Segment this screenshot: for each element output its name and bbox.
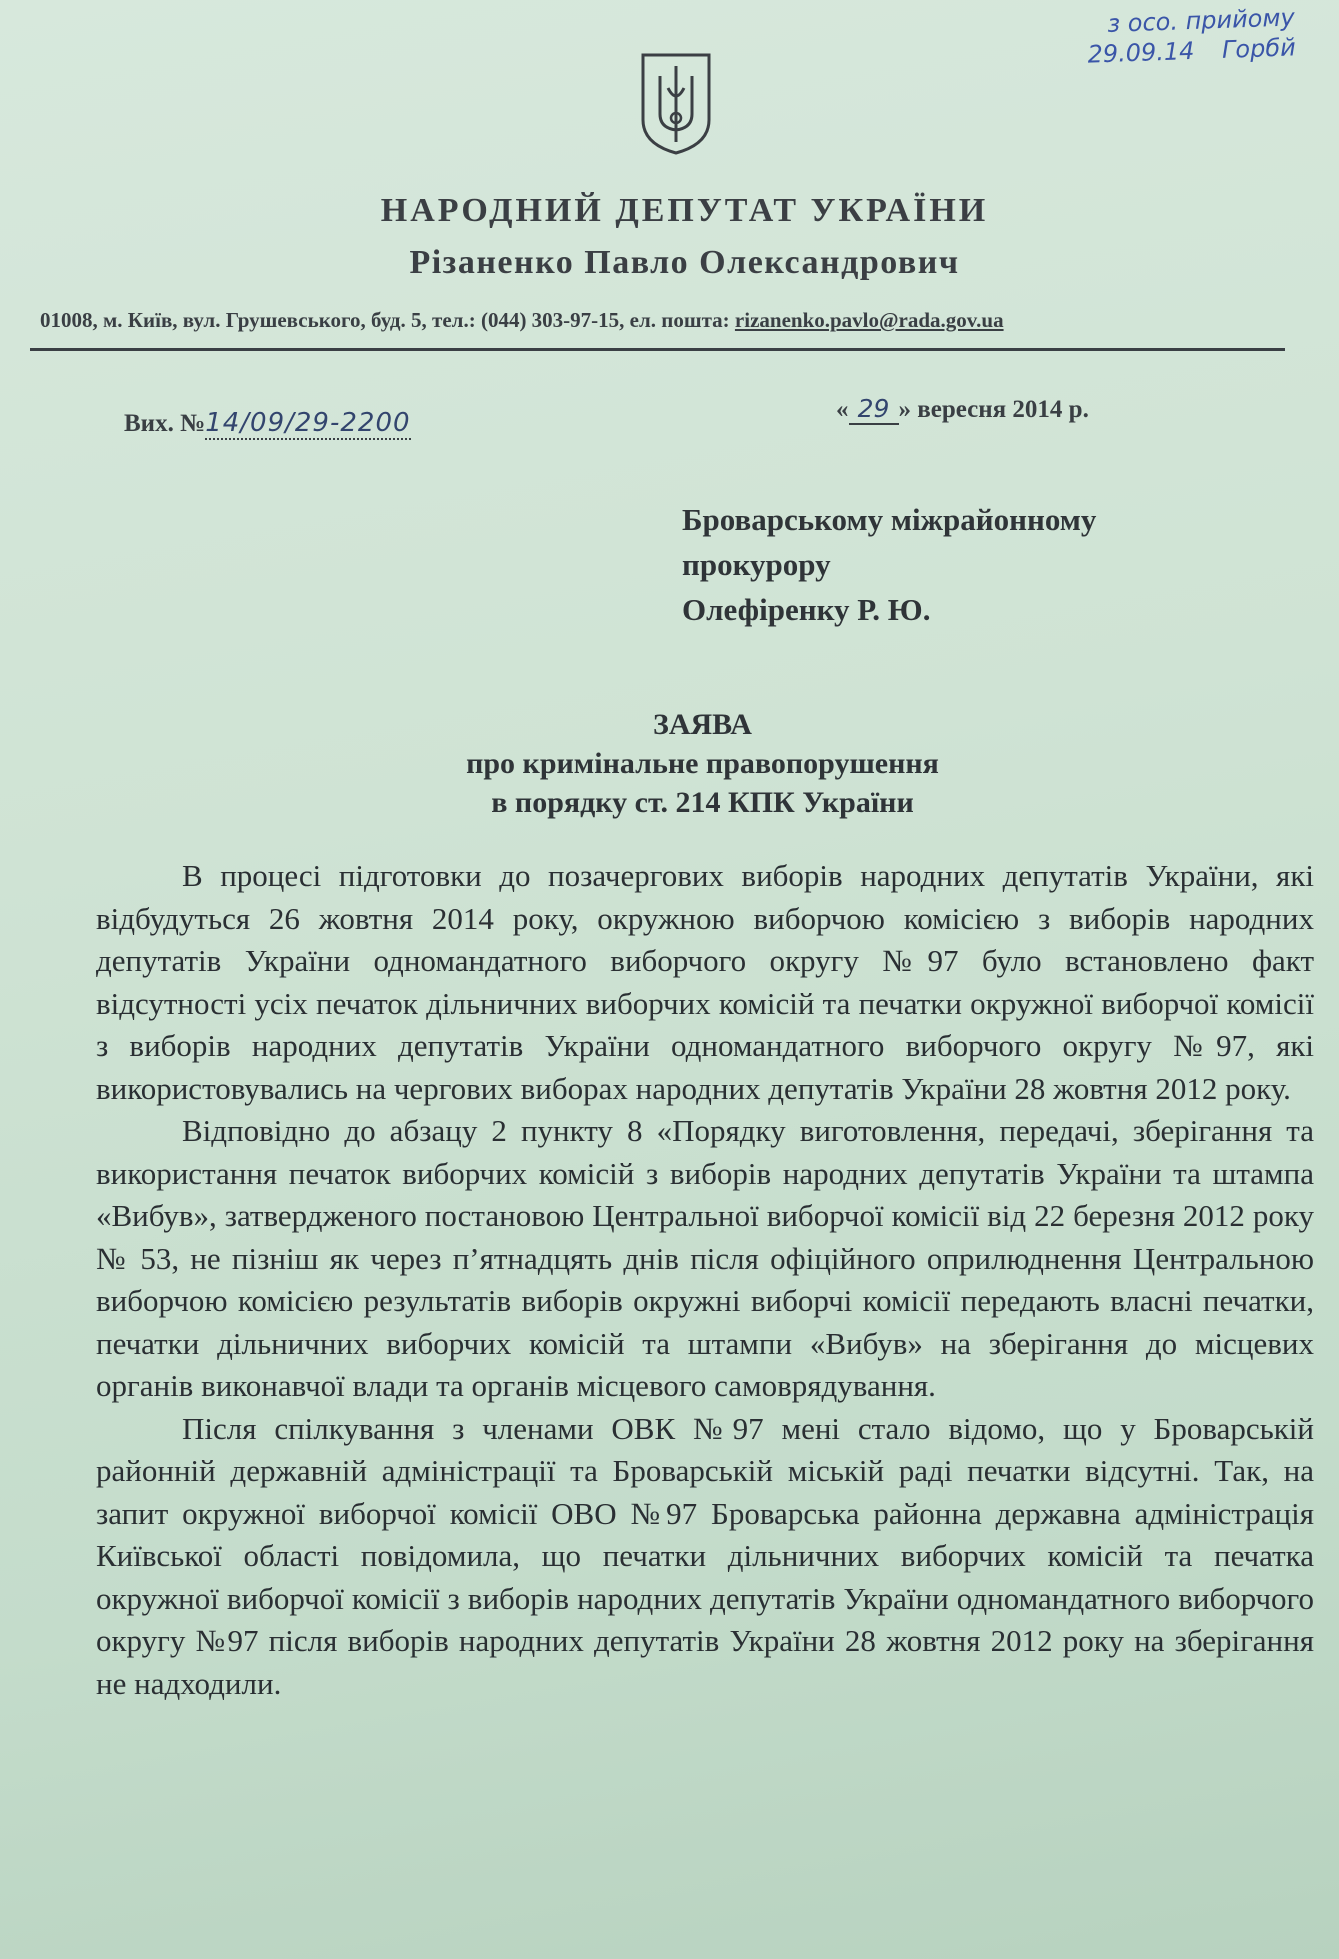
contact-address [40,308,1280,333]
outgoing-number-value: 14/09/29-2200 [205,408,411,438]
handwritten-note-date: 29.09.14 [1086,36,1195,69]
handwritten-note-line1: з осо. прийому [1106,3,1295,38]
deputy-name: Різаненко Павло Олександрович [409,244,960,281]
date-rest: » вересня 2014 р. [898,396,1089,423]
date-day: 29 [849,394,899,425]
paragraph-1: В процесі підготовки до позачергових виборів народних депутатів України, які відбудуться 26 жовтня 2014 року, окружною виборчою комісією з виборів народних депутатів України одномандатного виборчого округу №97 було встановлено факт відсутності усіх печаток дільничних виборчих комісій та печатки окружної виборчої комісії з виборів народних депутатів України одномандатного виборчого округу №97, які використовувались на чергових виборах народних депутатів України 28 жовтня 2012 року. [96,858,1314,1106]
address-text: 01008, м. Київ, вул. Грушевського, буд. 5, тел.: (044) 303-97-15, ел. пошта: [40,308,735,332]
addressee-block [682,497,1096,632]
paragraph-2: Відповідно до абзацу 2 пункту 8 «Порядку виготовлення, передачі, зберігання та використання печаток виборчих комісій з виборів народних депутатів України та штампа «Вибув», затвердженого постановою Центральної виборчої комісії від 22 березня 2012 року № 53, не пізніш як через п’ятнадцять днів після офіційного оприлюднення Центральною виборчою комісією результатів виборів окружні виборчі комісії передають власні печатки, печатки дільничних виборчих комісій та штампи «Вибув» на зберігання до місцевих органів виконавчої влади та органів місцевого самоврядування. [96,1113,1314,1403]
heading-title: ЗАЯВА [653,708,752,741]
email-link[interactable]: rizanenko.pavlo@rada.gov.ua [734,308,1004,332]
heading-subtitle-2: в порядку ст. 214 КПК України [491,786,914,819]
statement-heading [0,705,1339,822]
document-title: НАРОДНИЙ ДЕПУТАТ УКРАЇНИ [380,192,989,229]
handwritten-note [1086,2,1296,69]
heading-subtitle: про кримінальне правопорушення [466,747,939,780]
addressee-line3: Олефіренку Р. Ю. [682,592,931,627]
outgoing-number [124,408,411,438]
addressee-line2: прокурору [682,547,831,582]
outgoing-label: Вих. № [124,410,206,437]
document-date: « 29 » вересня 2014 р. [836,394,1089,423]
trident-coat-of-arms-icon [640,52,712,156]
paragraph-3: Після спілкування з членами ОВК №97 мені стало відомо, що у Броварській районній державній адміністрації та Броварській міській раді печатки відсутні. Так, на запит окружної виборчої комісії ОВО №97 Броварська районна державна адміністрація Київської області повідомила, що печатки дільничних виборчих комісій та печатка окружної виборчої комісії з виборів народних депутатів України одномандатного виборчого округу №97 після виборів народних депутатів України 28 жовтня 2012 року на зберігання не надходили. [96,1410,1314,1701]
header-divider [30,348,1285,351]
addressee-line1: Броварському міжрайонному [682,502,1097,537]
statement-body [96,855,1314,1705]
handwritten-signature: Горбй [1221,33,1296,64]
